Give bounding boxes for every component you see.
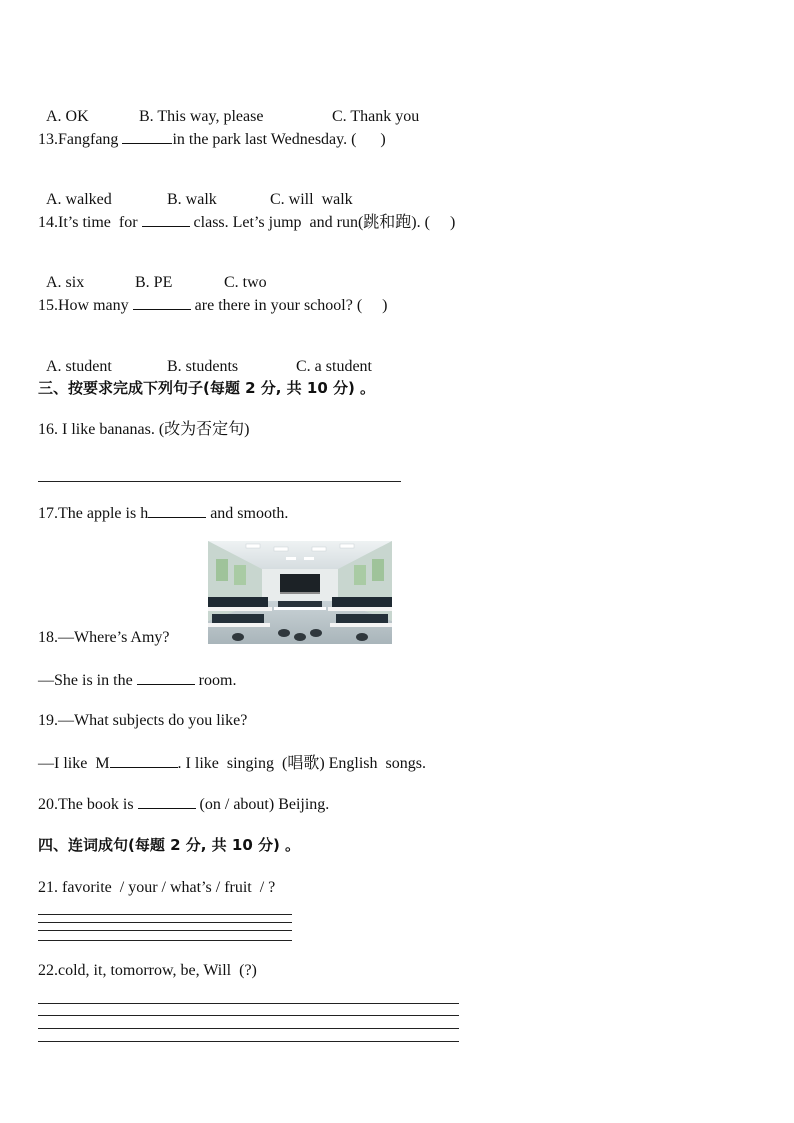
q17-text-after: and smooth. — [206, 505, 289, 522]
q14-options — [38, 253, 267, 293]
q18-answer-after: room. — [194, 672, 237, 689]
q16-number: 16 — [38, 421, 54, 438]
q19-answer-before: —I like M — [38, 755, 110, 772]
q21-answer-line-1[interactable] — [38, 914, 292, 915]
q13-text-after: in the park last Wednesday. ( ) — [172, 131, 386, 148]
computer-room-picture — [208, 541, 392, 644]
q13-options — [38, 170, 353, 210]
q14-question — [38, 212, 455, 233]
q19-answer-after: . I like singing (唱歌) English songs. — [177, 755, 426, 772]
q14-text-before: It’s time for — [58, 214, 142, 231]
q14-answer-blank[interactable] — [142, 212, 190, 227]
q13-option-c[interactable]: C. will walk — [270, 191, 353, 208]
q15-number: 15. — [38, 297, 58, 314]
q16-text: . I like bananas. (改为否定句) — [54, 421, 250, 438]
q15-option-b[interactable]: B. students — [167, 358, 239, 375]
q20-number: 20. — [38, 796, 58, 813]
q14-option-b[interactable]: B. PE — [135, 274, 173, 291]
q21-answer-line-4[interactable] — [38, 940, 292, 941]
q19-answer — [38, 753, 426, 774]
q13-number: 13. — [38, 131, 58, 148]
q13-question — [38, 129, 386, 150]
q14-text-after: class. Let’s jump and run(跳和跑). ( ) — [189, 214, 456, 231]
q21-answer-line-2[interactable] — [38, 922, 292, 923]
q15-answer-blank[interactable] — [133, 295, 191, 310]
q17-number: 17. — [38, 505, 58, 522]
q13-text-before: Fangfang — [58, 131, 123, 148]
section-4-heading: 四、连词成句(每题 2 分, 共 10 分) 。 — [38, 836, 301, 854]
q15-options — [38, 337, 372, 377]
q19-question-text: —What subjects do you like? — [58, 712, 248, 729]
q18-answer-before: —She is in the — [38, 672, 137, 689]
q22-number: 22. — [38, 962, 58, 979]
q17-answer-blank[interactable] — [148, 503, 206, 518]
q18-question — [38, 628, 170, 648]
q22-question — [38, 961, 257, 981]
q14-number: 14. — [38, 214, 58, 231]
q20-answer-blank[interactable] — [138, 794, 196, 809]
q12-option-c[interactable]: C. Thank you — [332, 108, 420, 125]
q15-option-c[interactable]: C. a student — [296, 358, 372, 375]
q13-answer-blank[interactable] — [122, 129, 172, 144]
q22-answer-line-4[interactable] — [38, 1041, 459, 1042]
q17-text-before: The apple is h — [58, 505, 149, 522]
q15-text-before: How many — [58, 297, 133, 314]
q22-answer-line-3[interactable] — [38, 1028, 459, 1029]
q18-answer-blank[interactable] — [137, 670, 195, 685]
q22-answer-line-2[interactable] — [38, 1015, 459, 1016]
q18-number: 18. — [38, 629, 58, 646]
q14-option-c[interactable]: C. two — [224, 274, 267, 291]
q22-answer-line-1[interactable] — [38, 1003, 459, 1004]
q15-text-after: are there in your school? ( ) — [190, 297, 388, 314]
q19-answer-blank[interactable] — [110, 753, 178, 768]
q22-text: cold, it, tomorrow, be, Will (?) — [58, 962, 257, 979]
q15-question — [38, 295, 387, 316]
q18-answer — [38, 670, 236, 691]
q17-question — [38, 503, 288, 524]
q15-option-a[interactable]: A. student — [46, 358, 112, 375]
q20-question — [38, 794, 329, 815]
q14-option-a[interactable]: A. six — [46, 274, 85, 291]
q16-question — [38, 420, 250, 440]
q16-answer-line[interactable] — [38, 481, 401, 482]
q19-question — [38, 711, 247, 731]
q13-option-a[interactable]: A. walked — [46, 191, 112, 208]
q12-option-b[interactable]: B. This way, please — [139, 108, 264, 125]
q18-question-text: —Where’s Amy? — [58, 629, 170, 646]
q20-text-before: The book is — [58, 796, 138, 813]
q21-text: . favorite / your / what’s / fruit / ? — [54, 879, 276, 896]
section-3-heading: 三、按要求完成下列句子(每题 2 分, 共 10 分) 。 — [38, 379, 376, 397]
q21-number: 21 — [38, 879, 54, 896]
q21-answer-line-3[interactable] — [38, 930, 292, 931]
q20-text-after: (on / about) Beijing. — [195, 796, 330, 813]
q19-number: 19. — [38, 712, 58, 729]
q12-option-a[interactable]: A. OK — [46, 108, 89, 125]
q12-options — [38, 87, 419, 127]
q21-question — [38, 878, 275, 898]
q13-option-b[interactable]: B. walk — [167, 191, 217, 208]
